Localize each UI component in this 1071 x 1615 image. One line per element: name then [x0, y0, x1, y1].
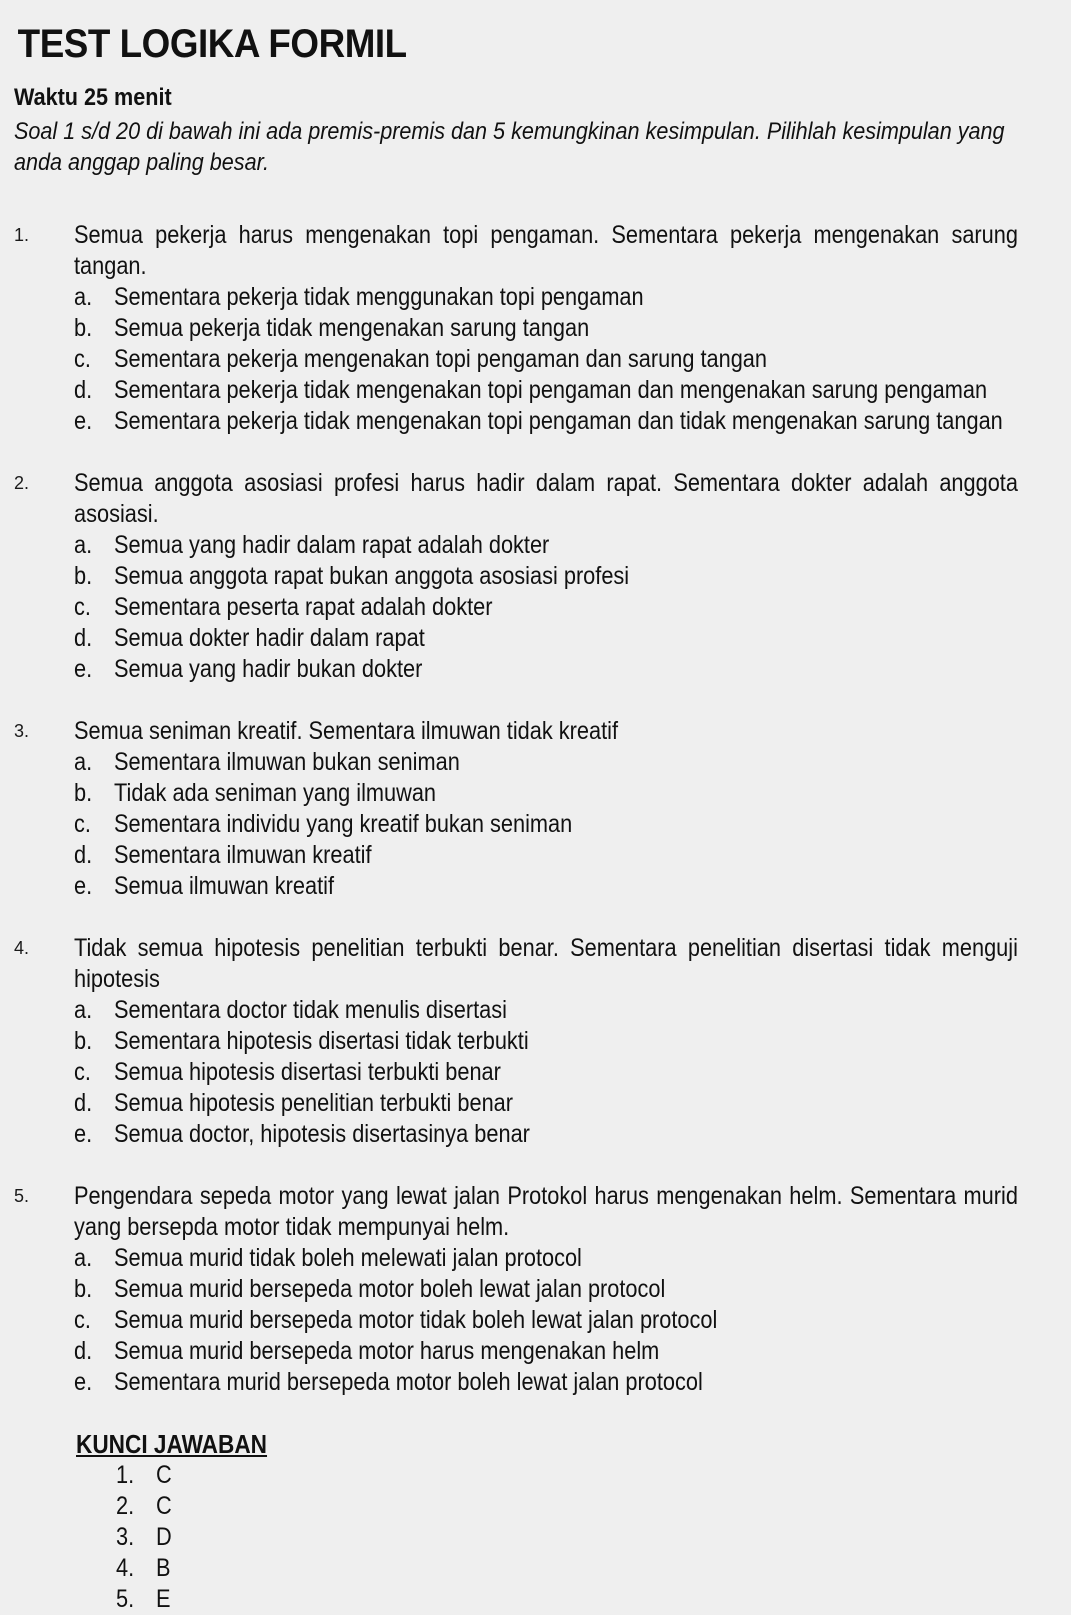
option-text: Semua yang hadir bukan dokter	[114, 655, 423, 683]
option-text: Semua murid tidak boleh melewati jalan protocol	[114, 1244, 582, 1272]
option-d	[74, 375, 988, 406]
option-d	[74, 623, 915, 654]
option-text: Sementara ilmuwan kreatif	[114, 841, 372, 869]
answer-item	[116, 1491, 921, 1522]
question-number: 4.	[14, 938, 30, 958]
answer-number: 4.	[116, 1554, 135, 1582]
option-a	[74, 747, 915, 778]
question-2	[14, 468, 1041, 685]
option-text: Semua anggota rapat bukan anggota asosiasi profesi	[114, 562, 630, 590]
option-d	[74, 1336, 915, 1367]
option-b	[74, 1274, 915, 1305]
question-number: 1.	[14, 225, 30, 245]
question-5-header	[14, 1181, 1041, 1243]
option-text: Semua yang hadir dalam rapat adalah dokter	[114, 531, 550, 559]
option-letter: b.	[74, 1027, 93, 1055]
answer-list	[116, 1460, 1041, 1615]
option-letter: e.	[74, 1368, 93, 1396]
option-text: Semua murid bersepeda motor harus mengenakan helm	[114, 1337, 660, 1365]
option-list	[74, 995, 1041, 1150]
option-list	[74, 747, 1041, 902]
question-1	[14, 220, 1041, 437]
answer-number: 1.	[116, 1461, 135, 1489]
question-text-content: Tidak semua hipotesis penelitian terbukti benar. Sementara penelitian disertasi tidak menguji hipotesis	[74, 934, 1018, 993]
option-c	[74, 1305, 915, 1336]
option-b	[74, 313, 915, 344]
question-2-header	[14, 468, 1041, 530]
answer-key	[76, 1429, 1041, 1615]
question-4-header	[14, 933, 1041, 995]
question-text	[74, 933, 1071, 995]
option-letter: c.	[74, 810, 91, 838]
question-text-content: Semua anggota asosiasi profesi harus hadir dalam rapat. Sementara dokter adalah anggota asosiasi.	[74, 469, 1018, 528]
question-4	[14, 933, 1041, 1150]
option-letter: a.	[74, 283, 93, 311]
question-3	[14, 716, 1041, 902]
option-text: Semua hipotesis disertasi terbukti benar	[114, 1058, 501, 1086]
answer-item	[116, 1553, 921, 1584]
option-a	[74, 282, 915, 313]
option-text: Sementara ilmuwan bukan seniman	[114, 748, 460, 776]
answer-value: B	[156, 1554, 171, 1582]
answer-item	[116, 1522, 921, 1553]
question-text	[74, 468, 1071, 530]
option-letter: c.	[74, 1058, 91, 1086]
option-text: Sementara pekerja tidak mengenakan topi pengaman dan mengenakan sarung pengaman	[114, 376, 988, 404]
option-text: Semua pekerja tidak mengenakan sarung tangan	[114, 314, 590, 342]
option-list	[74, 1243, 1041, 1398]
option-e	[74, 1119, 915, 1150]
answer-item	[116, 1460, 921, 1491]
question-list	[14, 220, 1041, 1398]
option-letter: c.	[74, 1306, 91, 1334]
question-text	[74, 220, 1071, 282]
option-list	[74, 530, 1041, 685]
option-letter: a.	[74, 748, 93, 776]
answer-value: E	[156, 1585, 171, 1613]
option-a	[74, 530, 915, 561]
option-letter: b.	[74, 1275, 93, 1303]
answer-number: 2.	[116, 1492, 135, 1520]
question-number: 2.	[14, 473, 30, 493]
option-letter: e.	[74, 1120, 93, 1148]
option-text: Semua murid bersepeda motor tidak boleh lewat jalan protocol	[114, 1306, 718, 1334]
option-letter: a.	[74, 531, 93, 559]
option-a	[74, 1243, 915, 1274]
option-letter: a.	[74, 1244, 93, 1272]
question-number: 5.	[14, 1186, 30, 1206]
option-letter: c.	[74, 593, 91, 621]
answer-value: D	[156, 1523, 172, 1551]
answer-number: 5.	[116, 1585, 135, 1613]
option-e	[74, 871, 915, 902]
option-text: Sementara pekerja tidak menggunakan topi pengaman	[114, 283, 644, 311]
question-5	[14, 1181, 1041, 1398]
option-b	[74, 778, 915, 809]
option-letter: a.	[74, 996, 93, 1024]
option-letter: e.	[74, 655, 93, 683]
option-letter: d.	[74, 1089, 93, 1117]
question-number: 3.	[14, 721, 30, 741]
option-text: Semua murid bersepeda motor boleh lewat jalan protocol	[114, 1275, 666, 1303]
option-a	[74, 995, 915, 1026]
option-letter: d.	[74, 841, 93, 869]
page-title: TEST LOGIKA FORMIL	[17, 22, 407, 66]
option-e	[74, 654, 915, 685]
option-text: Tidak ada seniman yang ilmuwan	[114, 779, 437, 807]
answer-value: C	[156, 1492, 172, 1520]
answer-number: 3.	[116, 1523, 135, 1551]
option-c	[74, 592, 915, 623]
option-list	[74, 282, 1041, 437]
instructions: Soal 1 s/d 20 di bawah ini ada premis-premis dan 5 kemungkinan kesimpulan. Pilihlah kesimpulan yang anda anggap paling besar.	[14, 118, 1005, 176]
option-c	[74, 1057, 915, 1088]
option-c	[74, 809, 915, 840]
option-letter: e.	[74, 872, 93, 900]
option-text: Sementara hipotesis disertasi tidak terbukti	[114, 1027, 529, 1055]
option-letter: d.	[74, 624, 93, 652]
time-limit: Waktu 25 menit	[14, 84, 172, 111]
answer-value: C	[156, 1461, 172, 1489]
option-text: Semua doctor, hipotesis disertasinya benar	[114, 1120, 530, 1148]
option-d	[74, 840, 915, 871]
question-3-header	[14, 716, 1041, 747]
option-letter: e.	[74, 407, 93, 435]
option-letter: b.	[74, 314, 93, 342]
question-1-header	[14, 220, 1041, 282]
question-text-content: Pengendara sepeda motor yang lewat jalan Protokol harus mengenakan helm. Sementara murid yang bersepda motor tidak mempunyai helm.	[74, 1182, 1018, 1241]
question-text	[74, 716, 1071, 747]
question-text-content: Semua seniman kreatif. Sementara ilmuwan tidak kreatif	[74, 717, 618, 745]
option-text: Sementara murid bersepeda motor boleh lewat jalan protocol	[114, 1368, 703, 1396]
option-letter: d.	[74, 376, 93, 404]
option-d	[74, 1088, 915, 1119]
option-text: Semua ilmuwan kreatif	[114, 872, 335, 900]
option-letter: b.	[74, 779, 93, 807]
option-e	[74, 406, 1003, 437]
option-e	[74, 1367, 915, 1398]
option-text: Sementara pekerja mengenakan topi pengaman dan sarung tangan	[114, 345, 767, 373]
option-text: Sementara pekerja tidak mengenakan topi pengaman dan tidak mengenakan sarung tangan	[114, 407, 1003, 435]
answer-key-title: KUNCI JAWABAN	[76, 1429, 268, 1459]
option-c	[74, 344, 915, 375]
option-text: Semua dokter hadir dalam rapat	[114, 624, 425, 652]
option-text: Semua hipotesis penelitian terbukti benar	[114, 1089, 514, 1117]
option-b	[74, 561, 915, 592]
question-text	[74, 1181, 1071, 1243]
option-text: Sementara doctor tidak menulis disertasi	[114, 996, 507, 1024]
option-letter: b.	[74, 562, 93, 590]
option-letter: d.	[74, 1337, 93, 1365]
option-b	[74, 1026, 915, 1057]
option-letter: c.	[74, 345, 91, 373]
question-text-content: Semua pekerja harus mengenakan topi pengaman. Sementara pekerja mengenakan sarung tangan.	[74, 221, 1018, 280]
option-text: Sementara peserta rapat adalah dokter	[114, 593, 493, 621]
option-text: Sementara individu yang kreatif bukan seniman	[114, 810, 573, 838]
